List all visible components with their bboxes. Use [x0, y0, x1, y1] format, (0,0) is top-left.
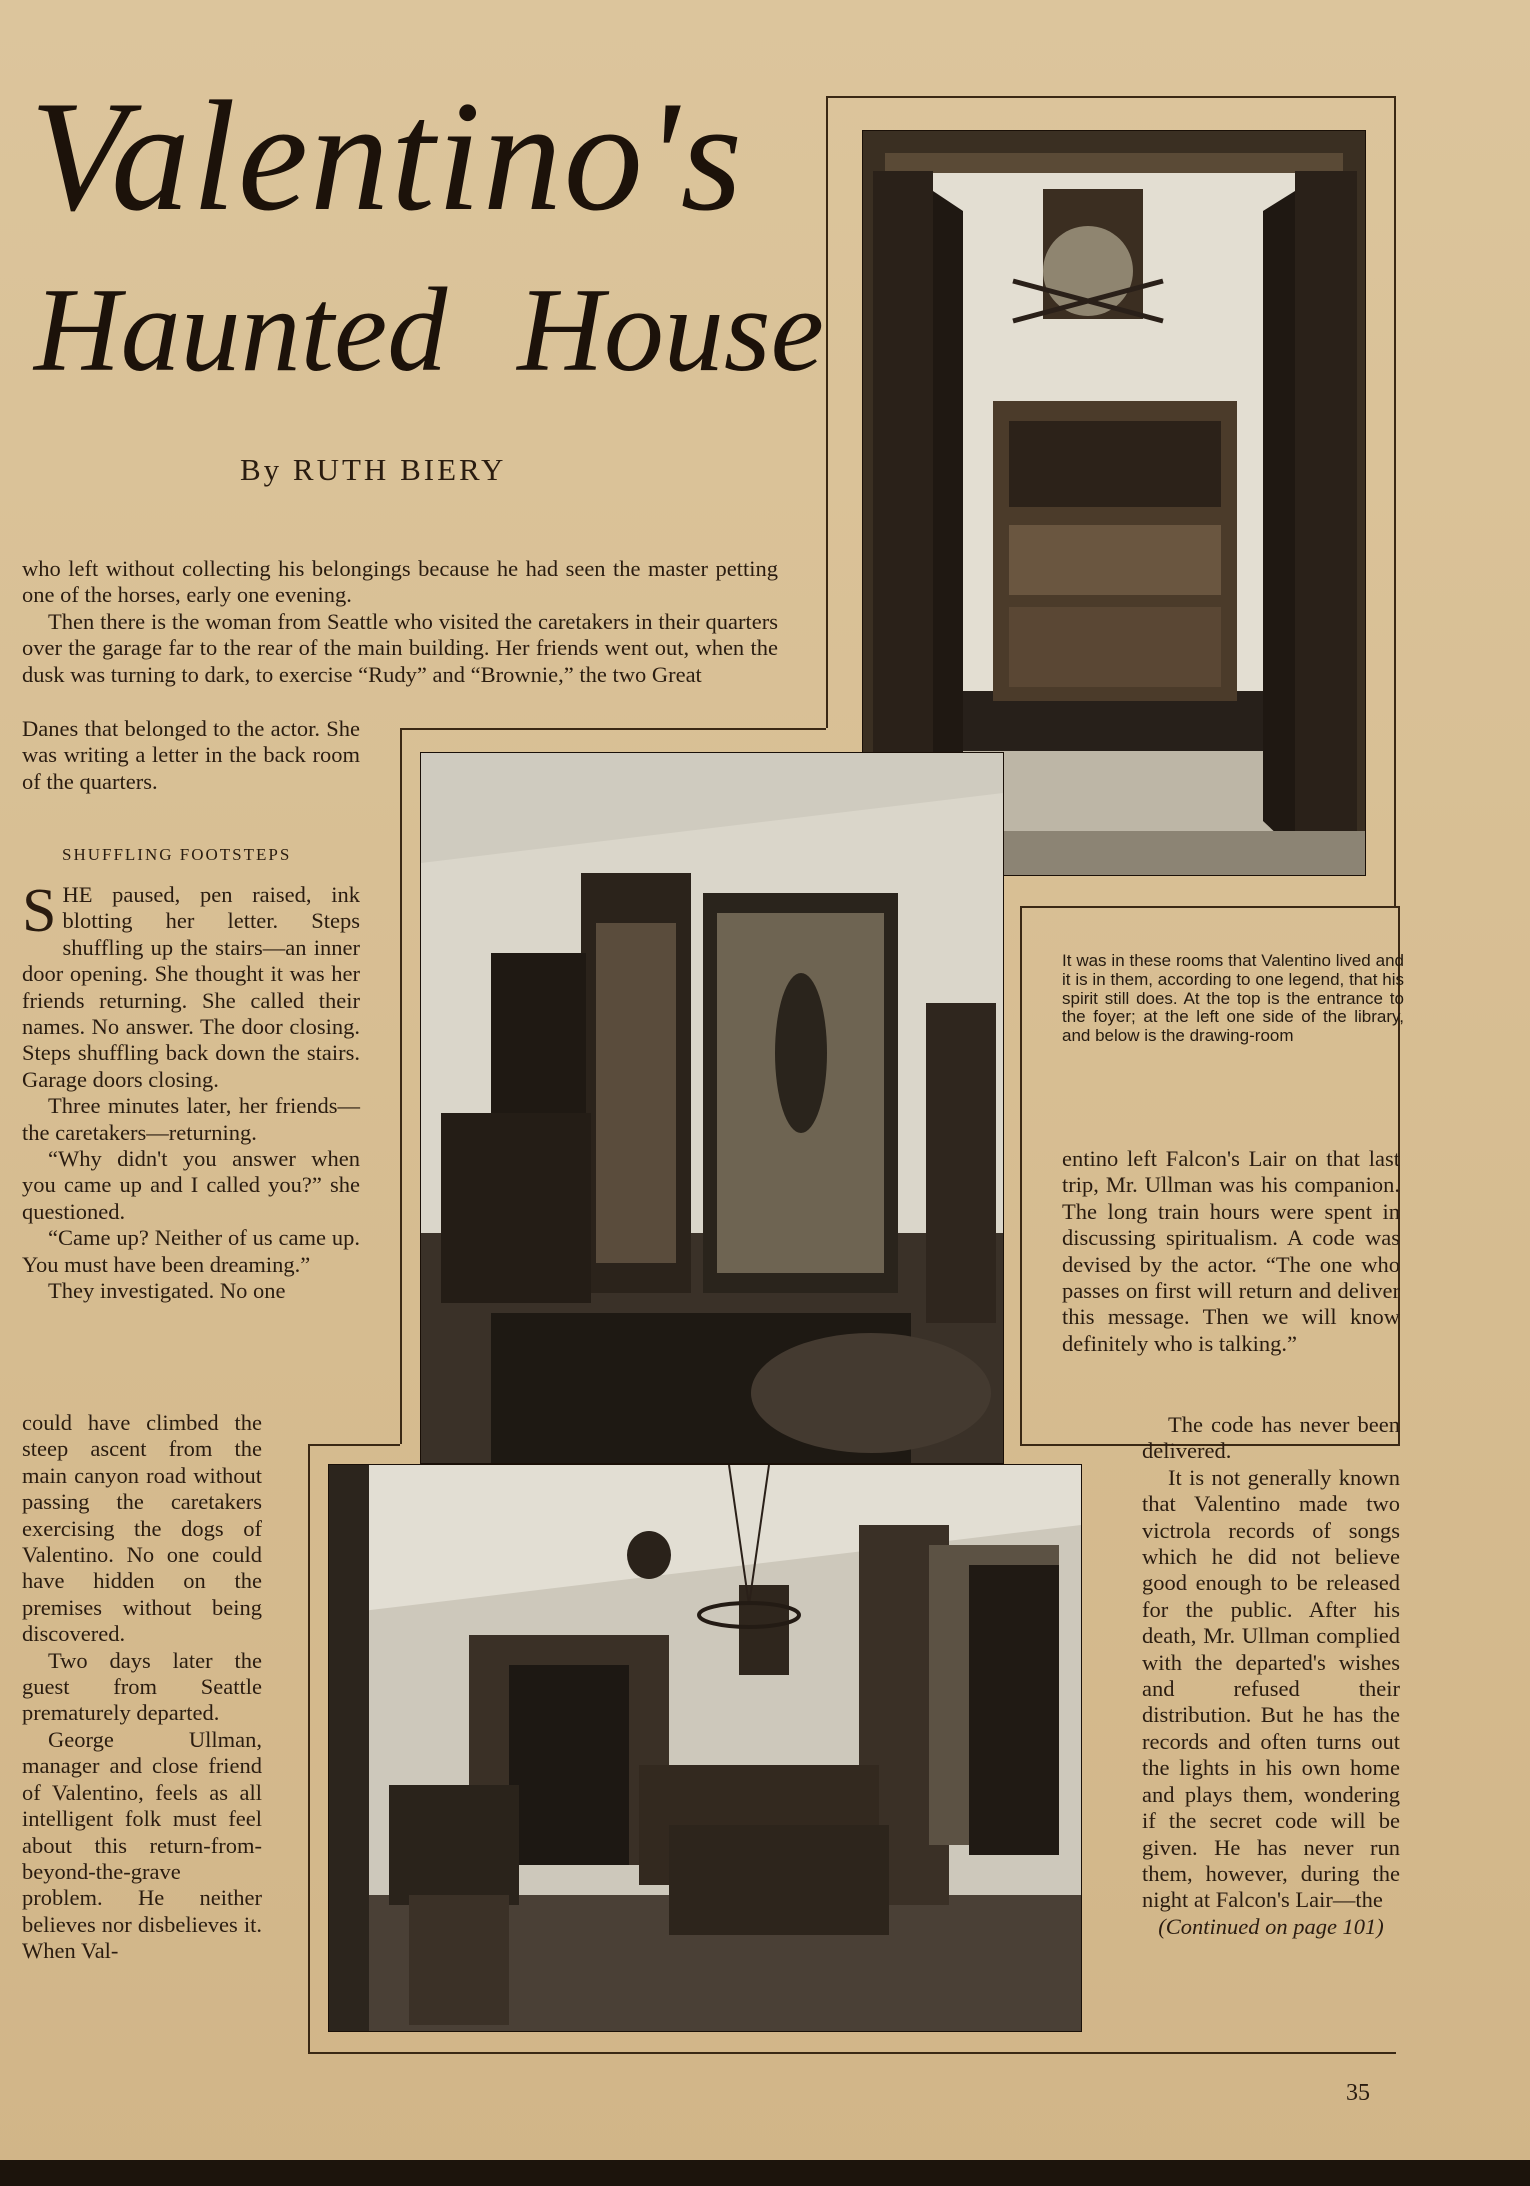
right-narrow-column-text [1142, 1412, 1400, 1940]
photo-caption: It was in these rooms that Valentino lived and it is in them, according to one legend, that his spirit still does. At the top is the entrance to the foyer; at the left one side of the library, and below is the drawing-room [1062, 951, 1404, 1046]
intro-continued-text [22, 716, 360, 795]
section-text [22, 877, 360, 1305]
section-paragraph-1 [22, 877, 360, 1093]
narrow-paragraph-2: Two days later the guest from Seattle prematurely departed. [22, 1647, 262, 1726]
right-paragraph-1: entino left Falcon's Lair on that last trip, Mr. Ullman was his companion. The long train hours were spent in discussing spiritualism. A code was devised by the actor. “The one who passes on first will return and deliver this message. Then we will know definitely who is talking.” [1062, 1146, 1400, 1356]
photo-frame-right [1394, 96, 1396, 906]
scan-bottom-edge [0, 2160, 1530, 2186]
photo-frame-bottom [308, 2052, 1396, 2054]
section-paragraph-4: “Came up? Neither of us came up. You must have been dreaming.” [22, 1225, 360, 1277]
section-paragraph-1-text: HE paused, pen raised, ink blotting her letter. Steps shuffling up the stairs—an inner door opening. She thought it was her friends returning. She called their names. No answer. The door closing. Steps shuffling back down the stairs. Garage doors closing. [22, 882, 360, 1092]
drawing-room-photo [328, 1464, 1082, 2032]
photo-frame-left-lower [308, 1444, 310, 2052]
continued-note: (Continued on page 101) [1158, 1913, 1384, 1939]
photo-frame-left-mid [400, 728, 402, 1444]
intro-paragraph-2: Then there is the woman from Seattle who visited the caretakers in their quarters over the garage far to the rear of the main building. Her friends went out, when the dusk was turning to dark, to exercise “Rudy” and “Brownie,” the two Great [22, 608, 778, 687]
intro-continued-paragraph: Danes that belonged to the actor. She was writing a letter in the back room of the quarters. [22, 716, 360, 794]
section-paragraph-5: They investigated. No one [48, 1278, 286, 1304]
narrow-paragraph-1: could have climbed the steep ascent from the main canyon road without passing the caretakers exercising the dogs of Valentino. No one could have hidden on the premises without being discovered. [22, 1410, 262, 1647]
photo-frame-top [826, 96, 1396, 98]
photo-frame-step2 [308, 1444, 400, 1446]
byline: By RUTH BIERY [240, 452, 507, 487]
narrow-paragraph-3: George Ullman, manager and close friend of Valentino, feels as all intelligent folk must feel about this return-from-beyond-the-grave problem. He neither believes nor disbelieves it. When Val- [22, 1726, 262, 1964]
right-narrow-paragraph-2: It is not generally known that Valentino made two victrola records of songs which he did not believe good enough to be released for the public. After his death, Mr. Ullman complied with the departed's wishes and refused their distribution. But he has the records and often turns out the lights in his own home and plays them, wondering if the secret code will be given. He has never run them, however, during the night at Falcon's Lair—the [1142, 1464, 1400, 1913]
photo-frame-left-upper [826, 96, 828, 728]
article-title-line1: Valentino's [30, 69, 745, 244]
section-paragraph-2: Three minutes later, her friends—the caretakers—returning. [22, 1093, 360, 1145]
right-column-text [1062, 1146, 1400, 1357]
library-photo [420, 752, 1004, 1464]
section-subhead: SHUFFLING FOOTSTEPS [62, 845, 292, 864]
intro-text [22, 556, 778, 688]
page-number: 35 [1346, 2080, 1370, 2106]
drop-cap: S [22, 877, 57, 945]
section-paragraph-3: “Why didn't you answer when you came up and I called you?” she questioned. [22, 1146, 360, 1224]
intro-paragraph-1: who left without collecting his belongings because he had seen the master petting one of the horses, early one evening. [22, 556, 778, 608]
right-narrow-paragraph-1: The code has never been delivered. [1142, 1412, 1400, 1464]
narrow-column-text [22, 1410, 262, 1965]
photo-frame-step1 [400, 728, 826, 730]
article-title-line2: Haunted House [34, 263, 824, 396]
